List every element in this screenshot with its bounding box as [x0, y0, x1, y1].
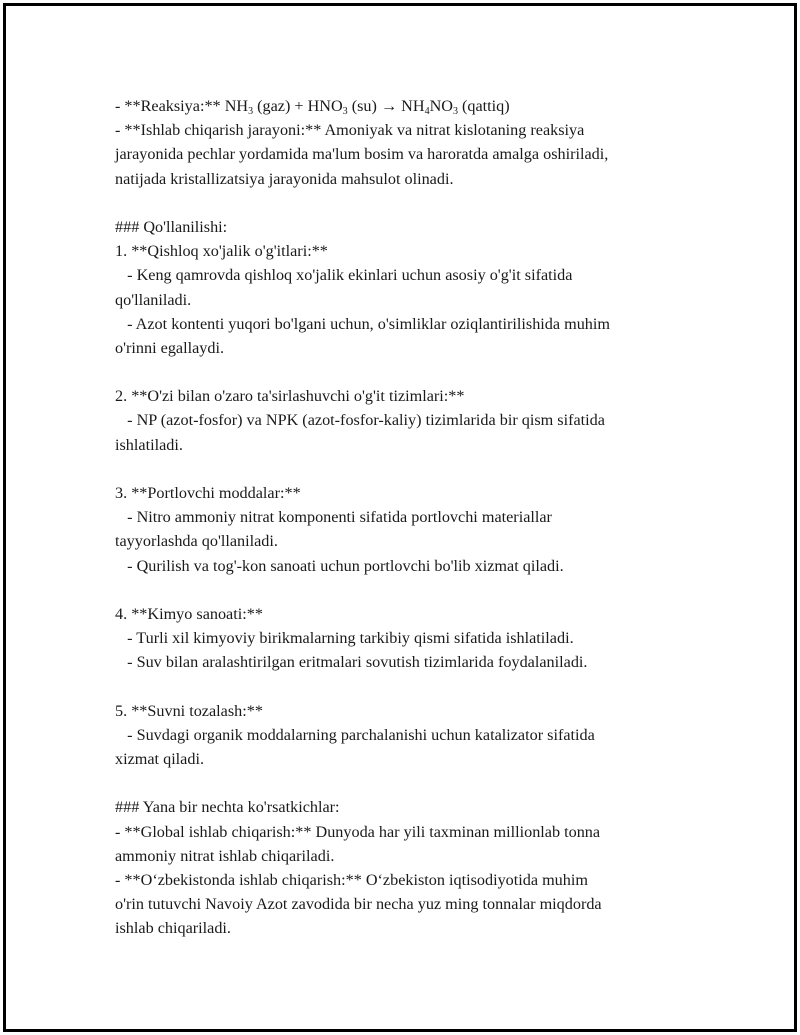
- usage-item-line: 3. **Portlovchi moddalar:**: [115, 484, 301, 502]
- usage-item-line: - Keng qamrovda qishloq xo'jalik ekinlari uchun asosiy o'g'it sifatida: [115, 266, 573, 285]
- document-body: [115, 94, 695, 941]
- usage-item-line: 4. **Kimyo sanoati:**: [115, 604, 263, 623]
- blank-line: [115, 360, 695, 384]
- indicators-heading: ### Yana bir nechta ko'rsatkichlar:: [115, 798, 340, 817]
- usage-item-line: - Suv bilan aralashtirilgan eritmalari sovutish tizimlarida foydalaniladi.: [115, 653, 588, 672]
- usage-item-line: - Turli xil kimyoviy birikmalarning tarkibiy qismi sifatida ishlatiladi.: [115, 629, 574, 648]
- reaction-text: - **Reaksiya:** NH: [115, 97, 249, 115]
- reaction-text: (su) → NH: [347, 97, 425, 115]
- blank-line: [115, 578, 695, 602]
- indicators-line: ishlab chiqariladi.: [115, 919, 231, 938]
- indicators-line: o'rin tutuvchi Navoiy Azot zavodida bir necha yuz ming tonnalar miqdorda: [115, 895, 602, 914]
- usage-item-line: ishlatiladi.: [115, 435, 183, 454]
- subscript: 3: [342, 106, 348, 117]
- blank-line: [115, 675, 695, 699]
- subscript: 4: [424, 106, 430, 117]
- subscript: 3: [452, 106, 458, 117]
- blank-line: [115, 457, 695, 481]
- usage-item-line: o'rinni egallaydi.: [115, 338, 225, 357]
- usage-item-line: - Qurilish va tog'-kon sanoati uchun portlovchi bo'lib xizmat qiladi.: [115, 556, 564, 575]
- indicators-line: - **Global ishlab chiqarish:** Dunyoda har yili taxminan millionlab tonna: [115, 822, 601, 841]
- subscript: 3: [248, 106, 254, 117]
- indicators-line: - **O‘zbekistonda ishlab chiqarish:** O‘zbekiston iqtisodiyotida muhim: [115, 871, 588, 889]
- usage-item-line: tayyorlashda qo'llaniladi.: [115, 532, 278, 551]
- production-line: - **Ishlab chiqarish jarayoni:** Amoniyak va nitrat kislotaning reaksiya: [115, 121, 585, 140]
- usage-item-line: - NP (azot-fosfor) va NPK (azot-fosfor-kaliy) tizimlarida bir qism sifatida: [115, 411, 605, 430]
- usage-item-line: xizmat qiladi.: [115, 750, 205, 769]
- reaction-text: NO: [429, 97, 453, 115]
- usage-item-line: 1. **Qishloq xo'jalik o'g'itlari:**: [115, 242, 328, 261]
- usage-heading: ### Qo'llanilishi:: [115, 217, 228, 236]
- usage-item-line: - Suvdagi organik moddalarning parchalanishi uchun katalizator sifatida: [115, 725, 595, 744]
- reaction-text: (gaz) + HNO: [253, 97, 343, 115]
- usage-item-line: 2. **O'zi bilan o'zaro ta'sirlashuvchi o'g'it tizimlari:**: [115, 387, 465, 406]
- usage-item-line: - Nitro ammoniy nitrat komponenti sifatida portlovchi materiallar: [115, 508, 552, 527]
- usage-item-line: qo'llaniladi.: [115, 290, 192, 309]
- production-line: jarayonida pechlar yordamida ma'lum bosim va haroratda amalga oshiriladi,: [115, 145, 609, 164]
- blank-line: [115, 191, 695, 215]
- reaction-text: (qattiq): [457, 97, 510, 115]
- reaction-line: [115, 94, 695, 118]
- indicators-line: ammoniy nitrat ishlab chiqariladi.: [115, 846, 335, 865]
- blank-line: [115, 771, 695, 795]
- usage-item-line: - Azot kontenti yuqori bo'lgani uchun, o'simliklar oziqlantirilishida muhim: [115, 314, 610, 333]
- production-line: natijada kristallizatsiya jarayonida mahsulot olinadi.: [115, 169, 454, 188]
- usage-item-line: 5. **Suvni tozalash:**: [115, 701, 263, 720]
